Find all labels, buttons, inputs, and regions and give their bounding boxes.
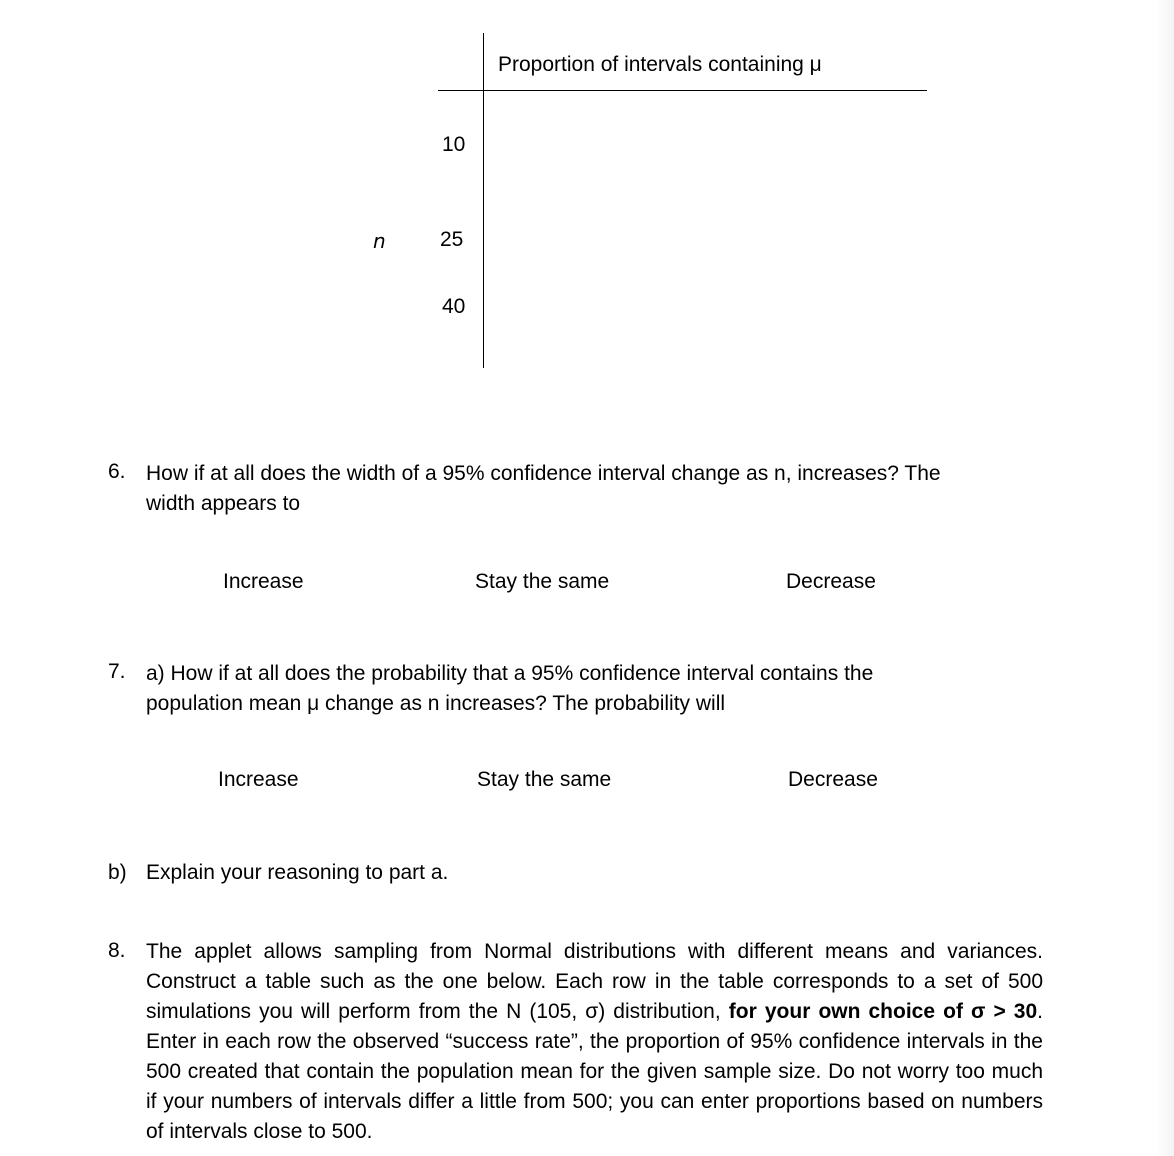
option-stay-the-same[interactable]: Stay the same: [477, 768, 612, 791]
question-paragraph: [146, 937, 1043, 1147]
part-b-text: Explain your reasoning to part a.: [146, 861, 449, 884]
table-header-rule: [438, 90, 927, 91]
table-row-label: 10: [442, 133, 466, 156]
question-number: 8.: [108, 939, 126, 962]
table-vertical-rule: [483, 33, 484, 368]
page-edge-shadow: [1156, 0, 1174, 1156]
question-text-line: a) How if at all does the probability that a 95% confidence interval contains the: [146, 662, 874, 685]
table-row-label: 25: [440, 228, 464, 251]
question-text-line: population mean μ change as n increases? The probability will: [146, 692, 726, 715]
question-text: [146, 459, 1046, 519]
question-text: [146, 659, 1046, 719]
n-variable-label: n: [373, 229, 386, 253]
option-increase[interactable]: Increase: [218, 768, 299, 791]
part-b-label: b): [108, 861, 127, 884]
bold-emphasis: for your own choice of σ > 30: [728, 1000, 1038, 1023]
paragraph-text: The applet allows sampling from Normal distributions with different means and variances. Construct a table such as the one below. Each row in the table corresponds to a set of 500 simulations you will perform from the N (105, σ) distribution,: [146, 940, 1043, 1023]
option-decrease[interactable]: Decrease: [786, 570, 876, 593]
question-number: 7.: [108, 660, 126, 683]
option-decrease[interactable]: Decrease: [788, 768, 878, 791]
option-stay-the-same[interactable]: Stay the same: [475, 570, 610, 593]
question-number: 6.: [108, 460, 126, 483]
question-text-line: width appears to: [146, 492, 301, 515]
table-header: Proportion of intervals containing μ: [498, 53, 822, 76]
table-row-label: 40: [442, 295, 466, 318]
paragraph-text: . Enter in each row the observed “success rate”, the proportion of 95% confidence intervals in the 500 created that contain the population mean for the given sample size. Do not worry too much if your numbers of intervals differ a little from 500; you can enter proportions based on numbers of intervals close to 500.: [146, 1000, 1044, 1143]
option-increase[interactable]: Increase: [223, 570, 304, 593]
question-text-line: How if at all does the width of a 95% confidence interval change as n, increases? The: [146, 462, 941, 485]
